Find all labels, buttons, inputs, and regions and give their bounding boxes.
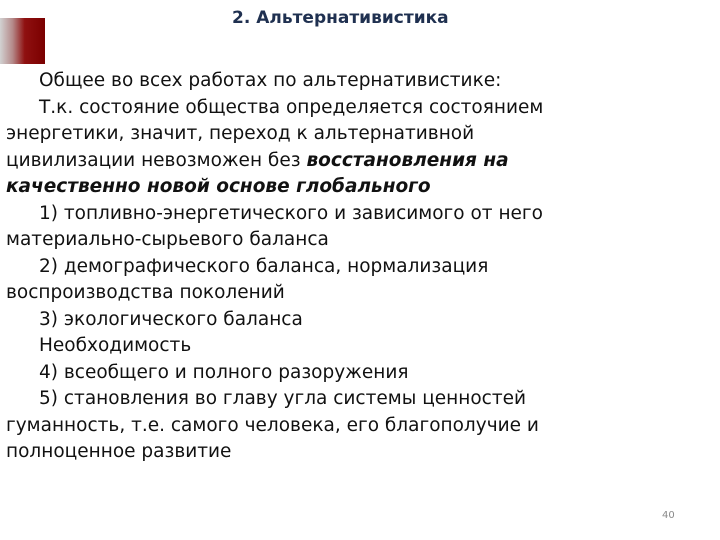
list-item-5-line-1: 5) становления во главу угла системы ценностей: [39, 388, 527, 409]
decorative-corner-block: [0, 18, 45, 64]
list-item-3: 3) экологического баланса: [39, 308, 303, 330]
list-item-4: 4) всеобщего и полного разоружения: [39, 361, 409, 383]
page-number: 40: [662, 510, 675, 521]
statement-line-3: [6, 148, 671, 175]
statement-line-1: Т.к. состояние общества определяется состоянием: [39, 96, 544, 118]
list-item-5-line-3: полноценное развитие: [6, 441, 232, 462]
slide-body: [6, 68, 671, 466]
statement-line-3-emphasis: восстановления на: [306, 149, 509, 171]
list-item-5-line-2: гуманность, т.е. самого человека, его благополучие и: [6, 414, 539, 436]
statement-line-3-plain: цивилизации невозможен без: [6, 149, 307, 171]
list-item-1-line-1: 1) топливно-энергетического и зависимого от него: [39, 202, 543, 224]
list-item-2-line-2: воспроизводства поколений: [6, 282, 285, 303]
slide-title: 2. Альтернативистика: [232, 8, 449, 28]
necessity-heading: Необходимость: [39, 335, 192, 356]
intro-line: Общее во всех работах по альтернативистике:: [39, 70, 502, 91]
list-item-1-line-2: материально-сырьевого баланса: [6, 229, 329, 250]
statement-line-4-emphasis: качественно новой основе глобального: [6, 176, 431, 197]
statement-line-2: энергетики, значит, переход к альтернативной: [6, 123, 475, 144]
list-item-2-line-1: 2) демографического баланса, нормализация: [39, 255, 489, 277]
